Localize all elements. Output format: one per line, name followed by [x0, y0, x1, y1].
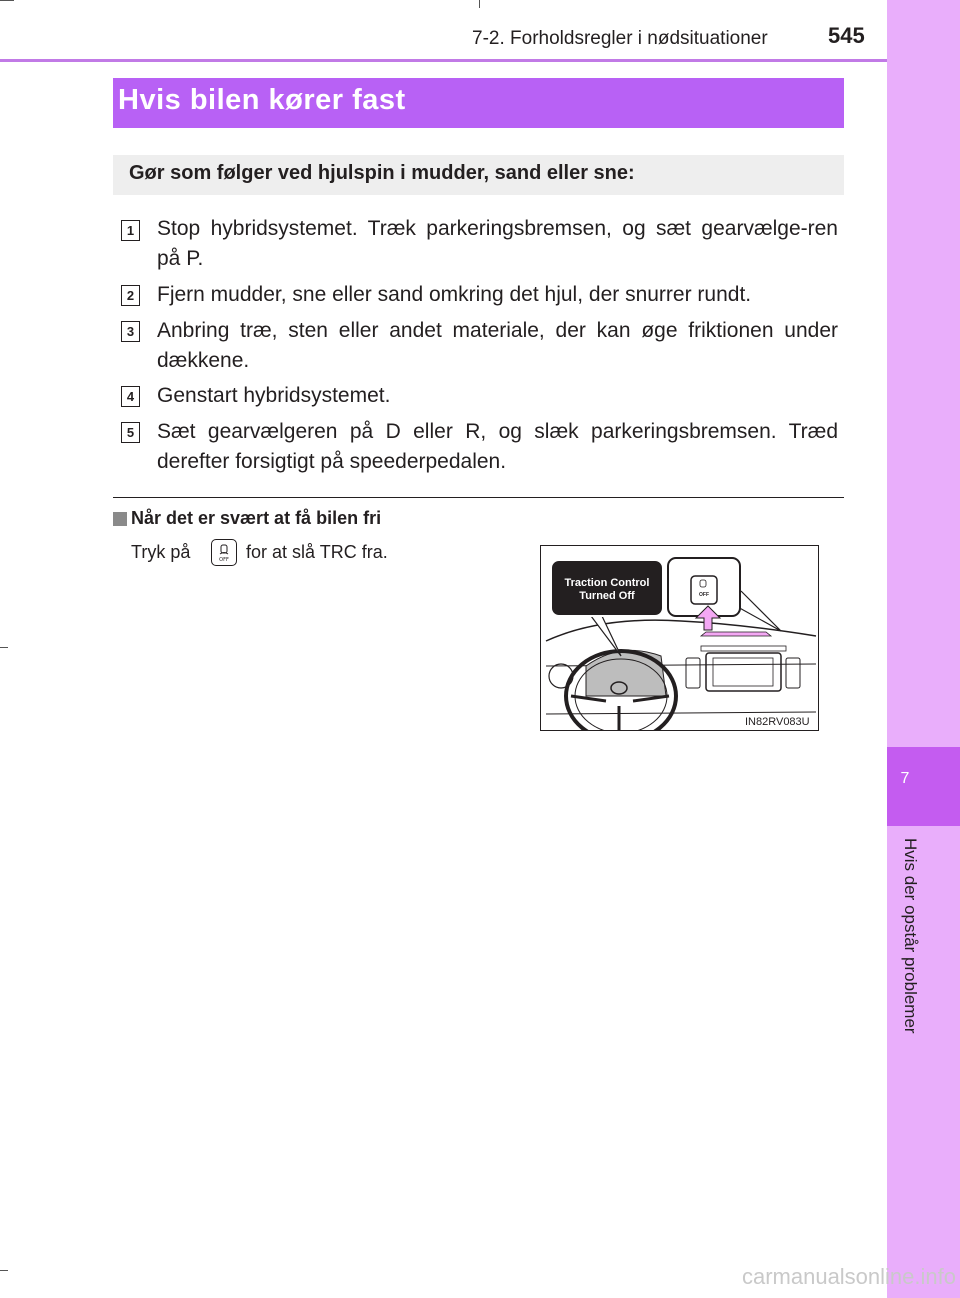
- header-divider: [0, 59, 887, 62]
- crop-mark: [479, 0, 480, 8]
- page-title: Hvis bilen kører fast: [118, 84, 406, 116]
- chapter-sidebar: [887, 0, 960, 1298]
- intro-text: Gør som følger ved hjulspin i mudder, sand eller sne:: [129, 162, 635, 184]
- off-button-label: OFF: [699, 592, 709, 598]
- svg-text:OFF: OFF: [219, 557, 229, 563]
- chapter-number: 7: [900, 770, 910, 787]
- chapter-label: Hvis der opstår problemer: [901, 838, 920, 1034]
- watermark: carmanualsonline.info: [741, 1264, 956, 1289]
- illustration-code: IN82RV083U: [745, 716, 810, 728]
- step-text: Fjern mudder, sne eller sand omkring det hjul, der snurrer rundt.: [157, 283, 752, 306]
- trc-off-icon: [211, 539, 237, 566]
- bullet-square-icon: [113, 512, 127, 526]
- section-title: 7-2. Forholdsregler i nødsituationer: [472, 28, 768, 49]
- step-number: 2: [121, 285, 140, 306]
- crop-mark: [0, 0, 14, 1]
- dashboard-illustration: [540, 545, 819, 731]
- note-text-before-icon: Tryk på: [131, 542, 191, 562]
- page-number: 545: [828, 23, 865, 48]
- callout-line-1: Traction Control: [564, 577, 650, 589]
- step-text: Stop hybridsystemet. Træk parkeringsbremsen, og sæt gearvælge-ren på P.: [157, 217, 838, 270]
- step-text: Genstart hybridsystemet.: [157, 384, 391, 407]
- step-number: 3: [121, 321, 140, 342]
- step-number: 5: [121, 422, 140, 443]
- callout-line-2: Turned Off: [579, 590, 635, 602]
- step-number: 4: [121, 386, 140, 407]
- note-heading: Når det er svært at få bilen fri: [131, 508, 382, 528]
- crop-mark: [0, 1270, 8, 1271]
- step-text: Anbring træ, sten eller andet materiale, der kan øge friktionen under dækkene.: [157, 319, 838, 372]
- note-text-after-icon: for at slå TRC fra.: [246, 542, 388, 562]
- section-divider: [113, 497, 844, 498]
- step-text: Sæt gearvælgeren på D eller R, og slæk parkeringsbremsen. Træd derefter forsigtigt på speederpedalen.: [157, 420, 838, 473]
- crop-mark: [0, 647, 8, 648]
- step-number: 1: [121, 220, 140, 241]
